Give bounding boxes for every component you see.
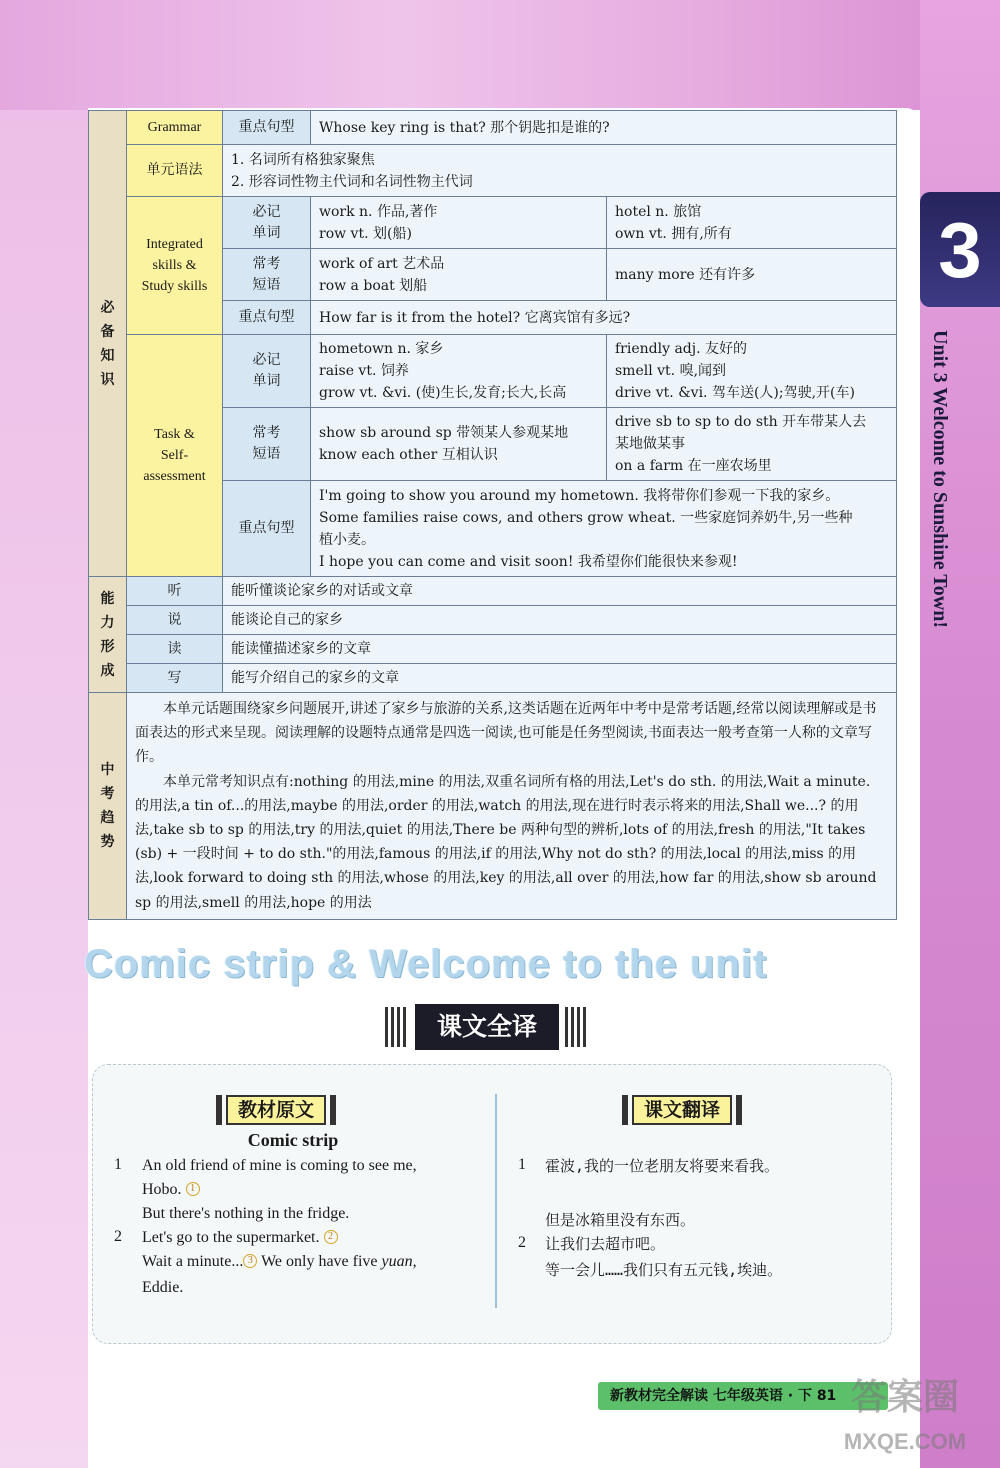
translation-line-3: 让我们去超市吧。	[545, 1235, 666, 1253]
column-divider	[495, 1094, 497, 1308]
original-line-2: Hobo. 1	[142, 1178, 200, 1202]
unit-grammar-content: 1. 名词所有格独家聚焦 2. 形容词性物主代词和名词性物主代词	[223, 145, 897, 197]
grammar-sentence: Whose key ring is that? 那个钥匙扣是谁的?	[311, 111, 897, 145]
top-decorative-band	[0, 0, 1000, 110]
ability-listen: 能听懂谈论家乡的对话或文章	[223, 577, 897, 606]
note-marker-2[interactable]: 2	[324, 1230, 338, 1244]
translation-band	[370, 1004, 604, 1050]
band-left-bars	[385, 1007, 409, 1047]
ability-speak-label: 说	[127, 606, 223, 635]
original-number-2: 2	[114, 1228, 122, 1245]
band-right-bars	[565, 1007, 589, 1047]
original-tag: 教材原文	[216, 1094, 336, 1126]
task-words-left: hometown n. 家乡 raise vt. 饲养 grow vt. &vi. (使)生长,发育;长大,长高	[311, 335, 607, 408]
integrated-words-right: hotel n. 旅馆 own vt. 拥有,所有	[607, 197, 897, 249]
trend-group: 中考趋势	[89, 693, 127, 920]
unit-title-vertical: Unit 3 Welcome to Sunshine Town!	[929, 330, 951, 629]
ability-read-label: 读	[127, 635, 223, 664]
note-marker-1[interactable]: 1	[186, 1182, 200, 1196]
task-sentences: I'm going to show you around my hometown. 我将带你们参观一下我的家乡。 Some families raise cows, and others grow wheat. 一些家庭饲养奶牛,另一些种 植小麦。 I hope you can come and visit soon! 我希望你们能很快来参观!	[311, 481, 897, 577]
task-assessment-label: Task & Self- assessment	[127, 335, 223, 577]
ability-write-label: 写	[127, 664, 223, 693]
integrated-phrases-label: 常考 短语	[223, 249, 311, 301]
task-words-right: friendly adj. 友好的 smell vt. 嗅,闻到 drive vt. &vi. 驾车送(人);驾驶,开(车)	[607, 335, 897, 408]
grammar-label: Grammar	[127, 111, 223, 145]
watermark-logo: 答案圈 MXQE.COM	[843, 1376, 967, 1454]
integrated-sentence: How far is it from the hotel? 它离宾馆有多远?	[311, 301, 897, 335]
integrated-phrases-left: work of art 艺术品 row a boat 划船	[311, 249, 607, 301]
task-phrases-label: 常考 短语	[223, 408, 311, 481]
integrated-skills-label: Integrated skills & Study skills	[127, 197, 223, 335]
task-sentence-label: 重点句型	[223, 481, 311, 577]
knowledge-group: 必备知识	[89, 111, 127, 577]
translation-number-1: 1	[518, 1156, 526, 1173]
left-decorative-band	[0, 110, 88, 1468]
original-number-1: 1	[114, 1156, 122, 1173]
note-marker-3[interactable]: 3	[243, 1254, 257, 1268]
comic-strip-title: Comic strip	[247, 1130, 339, 1150]
original-line-3: But there's nothing in the fridge.	[142, 1205, 350, 1222]
integrated-words-left: work n. 作品,著作 row vt. 划(船)	[311, 197, 607, 249]
integrated-sentence-label: 重点句型	[223, 301, 311, 335]
integrated-phrases-right: many more 还有许多	[607, 249, 897, 301]
translation-line-1: 霍波,我的一位老朋友将要来看我。	[545, 1157, 780, 1175]
section-heading: Comic strip & Welcome to the unit	[84, 942, 768, 986]
original-line-5: Wait a minute... 3 We only have five yuan,	[142, 1253, 417, 1270]
grammar-sentence-label: 重点句型	[223, 111, 311, 145]
original-line-6: Eddie.	[142, 1279, 184, 1296]
translation-line-4: 等一会儿……我们只有五元钱,埃迪。	[545, 1261, 783, 1279]
ability-read: 能读懂描述家乡的文章	[223, 635, 897, 664]
ability-listen-label: 听	[127, 577, 223, 606]
page-footer: 新教材完全解读 七年级英语 · 下 81	[598, 1382, 888, 1410]
original-line-1: An old friend of mine is coming to see me,	[142, 1157, 417, 1174]
knowledge-table	[88, 110, 897, 920]
original-line-4: Let's go to the supermarket. 2	[142, 1226, 338, 1250]
exam-trend: 本单元话题围绕家乡问题展开,讲述了家乡与旅游的关系,这类话题在近两年中考中是常考话题,经常以阅读理解或是书面表达的形式来呈现。阅读理解的设题特点通常是四选一阅读,也可能是任务型阅读,书面表达一般考查第一人称的文章写作。 本单元常考知识点有:nothing 的用法,mine 的用法,双重名词所有格的用法,Let's do sth. 的用法,Wait a minute. 的用法,a tin of...的用法,maybe 的用法,order 的用法,watch 的用法,现在进行时表示将来的用法,Shall we...? 的用法,take sb to sp 的用法,try 的用法,quiet 的用法,There be 两种句型的辨析,lots of 的用法,fresh 的用法,"It takes (sb) + 一段时间 + to do sth."的用法,famous 的用法,if 的用法,Why not do sth? 的用法,local 的用法,miss 的用法,look forward to doing sth 的用法,whose 的用法,key 的用法,all over 的用法,how far 的用法,show sb around sp 的用法,smell 的用法,hope 的用法	[127, 693, 897, 920]
translation-line-2: 但是冰箱里没有东西。	[545, 1211, 696, 1229]
unit-grammar-label: 单元语法	[127, 145, 223, 197]
unit-number: 3	[938, 206, 982, 294]
task-phrases-right: drive sb to sp to do sth 开车带某人去 某地做某事 on a farm 在一座农场里	[607, 408, 897, 481]
ability-group: 能力形成	[89, 577, 127, 693]
band-label-text: 课文全译	[415, 1004, 559, 1050]
ability-speak: 能谈论自己的家乡	[223, 606, 897, 635]
task-phrases-left: show sb around sp 带领某人参观某地 know each other 互相认识	[311, 408, 607, 481]
task-words-label: 必记 单词	[223, 335, 311, 408]
ability-write: 能写介绍自己的家乡的文章	[223, 664, 897, 693]
translation-number-2: 2	[518, 1234, 526, 1251]
translation-tag: 课文翻译	[622, 1094, 742, 1126]
integrated-words-label: 必记 单词	[223, 197, 311, 249]
